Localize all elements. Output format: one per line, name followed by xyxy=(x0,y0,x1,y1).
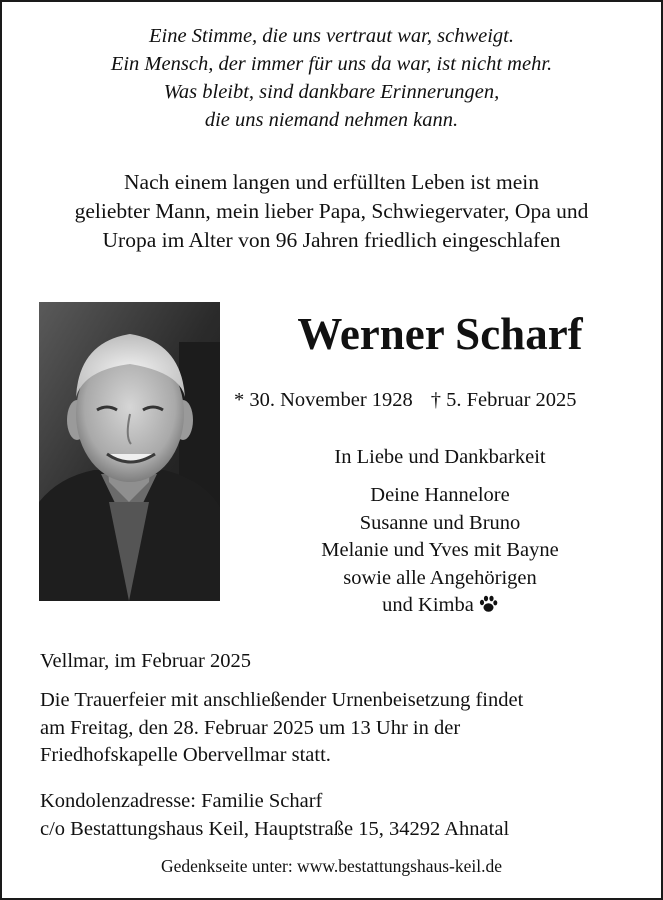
intro-text xyxy=(2,168,661,255)
birth-date: * 30. November 1928 xyxy=(234,389,413,411)
deceased-name: Werner Scharf xyxy=(297,309,583,359)
intro-line: Uropa im Alter von 96 Jahren friedlich eingeschlafen xyxy=(102,228,561,252)
ceremony-line: Friedhofskapelle Obervellmar statt. xyxy=(40,744,331,766)
ceremony-info xyxy=(40,687,523,770)
place-date: Vellmar, im Februar 2025 xyxy=(40,650,251,672)
condolence-line: Kondolenzadresse: Familie Scharf xyxy=(40,790,323,812)
paw-print-icon xyxy=(478,594,498,623)
mourner-line: sowie alle Angehörigen xyxy=(343,566,537,589)
condolence-address xyxy=(40,788,509,843)
death-date: † 5. Februar 2025 xyxy=(430,389,577,411)
mourners-list xyxy=(230,482,650,623)
intro-line: Nach einem langen und erfüllten Leben ist mein xyxy=(124,170,539,194)
mourners-heading: In Liebe und Dankbarkeit xyxy=(334,446,546,468)
mourner-line-pet: und Kimba xyxy=(230,592,650,623)
portrait-illustration xyxy=(39,302,220,601)
mourner-line: Deine Hannelore xyxy=(370,484,510,506)
mourner-line: Melanie und Yves mit Bayne xyxy=(321,539,559,561)
poem-line: Eine Stimme, die uns vertraut war, schweigt. xyxy=(149,25,514,47)
poem-line: Ein Mensch, der immer für uns da war, ist nicht mehr. xyxy=(110,53,553,75)
poem-line: Was bleibt, sind dankbare Erinnerungen, xyxy=(163,81,500,103)
intro-line: geliebter Mann, mein lieber Papa, Schwiegervater, Opa und xyxy=(74,199,589,223)
ceremony-line: am Freitag, den 28. Februar 2025 um 13 Uhr in der xyxy=(40,716,461,739)
portrait-photo xyxy=(39,302,220,601)
mourner-line: Susanne und Bruno xyxy=(359,511,521,534)
poem-line: die uns niemand nehmen kann. xyxy=(204,109,459,131)
ceremony-line: Die Trauerfeier mit anschließender Urnenbeisetzung findet xyxy=(40,689,524,711)
condolence-line: c/o Bestattungshaus Keil, Hauptstraße 15, 34292 Ahnatal xyxy=(40,817,510,840)
memorial-page-link[interactable]: Gedenkseite unter: www.bestattungshaus-keil.de xyxy=(161,856,502,876)
life-dates xyxy=(234,386,577,414)
poem-block xyxy=(2,22,661,134)
